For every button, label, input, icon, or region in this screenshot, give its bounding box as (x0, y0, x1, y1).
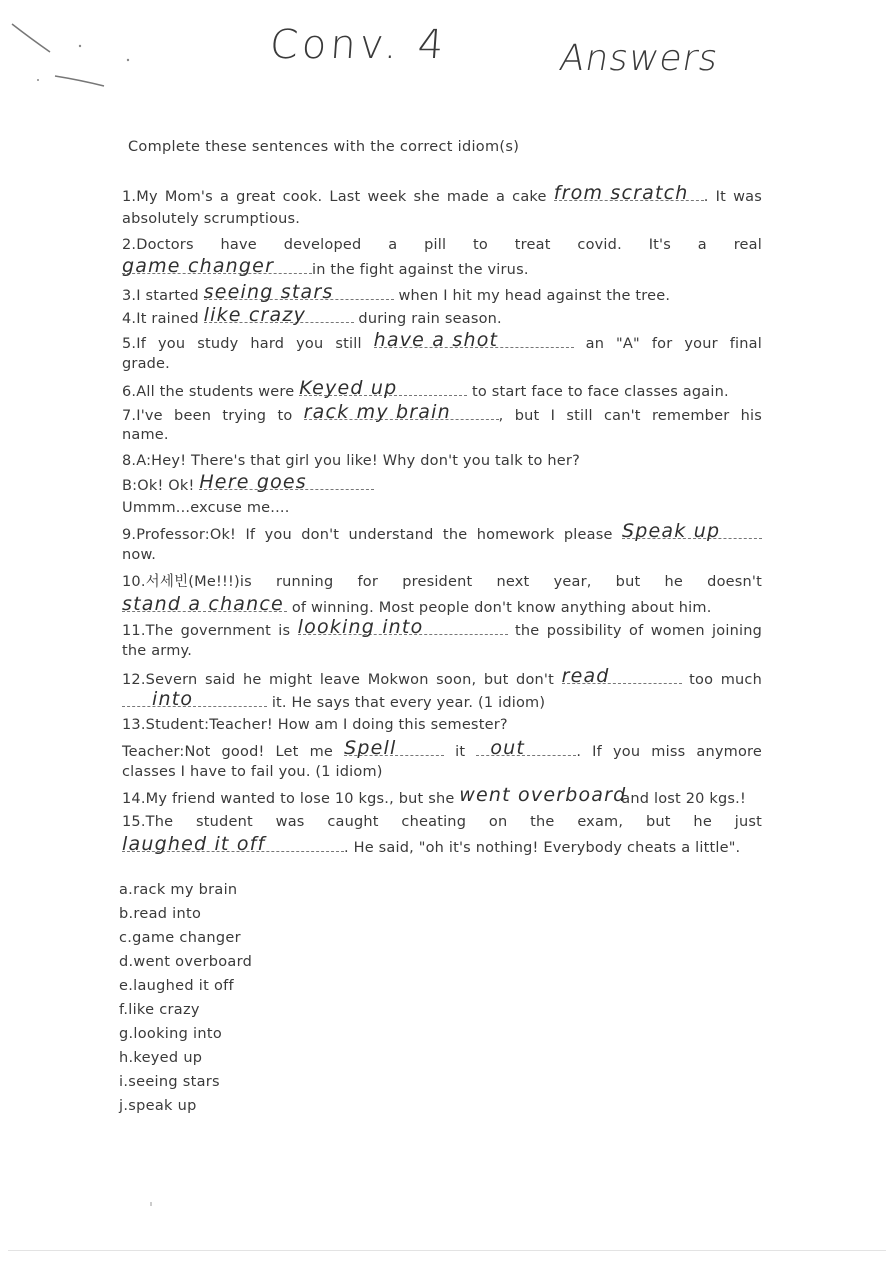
handwritten-answer: laughed it off (122, 833, 266, 855)
handwritten-answer: have a shot (373, 329, 499, 351)
handwritten-answer: Keyed up (299, 377, 398, 399)
question-8-c: Ummm...excuse me.... (122, 500, 290, 516)
answer-blank (459, 784, 627, 806)
pen-scribble-marks (0, 0, 140, 100)
question-7-cont: name. (122, 427, 169, 443)
question-1-cont: absolutely scrumptious. (122, 211, 301, 227)
question-9: 9.Professor:Ok! If you don't understand the homework please Speak up (122, 524, 762, 544)
answer-blank (344, 737, 444, 759)
handwritten-answer: rack my brain (303, 401, 451, 423)
list-item: h.keyed up (119, 1050, 203, 1066)
question-10-cont: stand a chance of winning. Most people don't know anything about him. (122, 593, 712, 616)
question-10: 10.서세빈(Me!!!)is running for president next year, but he doesn't (122, 574, 762, 590)
answer-blank (373, 329, 574, 351)
question-8-b: B:Ok! Ok! Here goes (122, 475, 762, 495)
answer-blank (122, 593, 287, 615)
handwritten-answer: like crazy (203, 304, 307, 326)
question-8: 8.A:Hey! There's that girl you like! Why don't you talk to her? (122, 453, 580, 469)
question-5-cont: grade. (122, 356, 170, 372)
answer-blank (561, 665, 682, 687)
idiom-options-list (119, 880, 252, 1120)
answers-heading: Answers (556, 38, 722, 79)
question-2-cont: game changer in the fight against the virus. (122, 255, 529, 278)
handwritten-answer: game changer (122, 255, 275, 277)
scan-edge-line (8, 1250, 886, 1251)
list-item: g.looking into (119, 1026, 222, 1042)
handwritten-answer: seeing stars (203, 281, 334, 303)
handwritten-answer: stand a chance (122, 593, 284, 615)
answer-blank (122, 833, 344, 855)
question-12: 12.Severn said he might leave Mokwon soon, but don't read too much (122, 665, 762, 688)
question-9-cont: now. (122, 547, 156, 563)
question-4: 4.It rained like crazy during rain season. (122, 304, 502, 327)
answer-blank (299, 377, 467, 399)
list-item: i.seeing stars (119, 1074, 220, 1090)
list-item: d.went overboard (119, 954, 253, 970)
handwritten-answer: Spell (344, 737, 397, 759)
question-7: 7.I've been trying to rack my brain , but I still can't remember his (122, 401, 762, 424)
handwritten-answer: Here goes (199, 471, 307, 493)
answer-blank (122, 255, 312, 277)
question-13: 13.Student:Teacher! How am I doing this semester? (122, 717, 508, 733)
question-6: 6.All the students were Keyed up to start face to face classes again. (122, 377, 729, 400)
question-2: 2.Doctors have developed a pill to treat covid. It's a real (122, 237, 762, 253)
handwritten-answer: read (561, 665, 610, 687)
answer-blank (303, 401, 499, 423)
question-14: 14.My friend wanted to lose 10 kgs., but she went overboard and lost 20 kgs.! (122, 784, 746, 807)
answer-blank (203, 304, 354, 326)
handwritten-answer: from scratch (553, 182, 689, 204)
question-15-cont: laughed it off . He said, "oh it's nothing! Everybody cheats a little". (122, 833, 741, 856)
worksheet-title: Conv. 4 (268, 22, 449, 68)
answer-blank (553, 182, 704, 204)
scan-speck (150, 1202, 152, 1206)
list-item: e.laughed it off (119, 978, 234, 994)
handwritten-answer: out (490, 737, 526, 759)
list-item: j.speak up (119, 1098, 197, 1114)
question-11: 11.The government is looking into the possibility of women joining (122, 616, 762, 639)
instructions: Complete these sentences with the correct idiom(s) (128, 139, 520, 155)
handwritten-answer: went overboard (459, 784, 627, 806)
question-1: 1.My Mom's a great cook. Last week she made a cake from scratch . It was (122, 182, 762, 205)
question-5: 5.If you study hard you still have a shot an "A" for your final (122, 329, 762, 352)
question-13-cont: classes I have to fail you. (1 idiom) (122, 764, 383, 780)
handwritten-answer: Speak up (622, 520, 721, 542)
handwritten-answer: into (152, 688, 194, 710)
answer-blank (203, 281, 394, 303)
list-item: b.read into (119, 906, 202, 922)
answer-blank (297, 616, 508, 638)
question-3: 3.I started seeing stars when I hit my head against the tree. (122, 281, 671, 304)
question-15: 15.The student was caught cheating on the exam, but he just (122, 814, 762, 830)
question-13-b: Teacher:Not good! Let me Spell it out . If you miss anymore (122, 737, 762, 760)
list-item: f.like crazy (119, 1002, 200, 1018)
answer-blank (476, 737, 576, 759)
question-12-cont: into it. He says that every year. (1 idiom) (122, 692, 762, 712)
question-11-cont: the army. (122, 643, 193, 659)
answer-blank (622, 520, 762, 542)
handwritten-answer: looking into (297, 616, 424, 638)
list-item: a.rack my brain (119, 882, 238, 898)
answer-blank (122, 688, 267, 710)
list-item: c.game changer (119, 930, 241, 946)
